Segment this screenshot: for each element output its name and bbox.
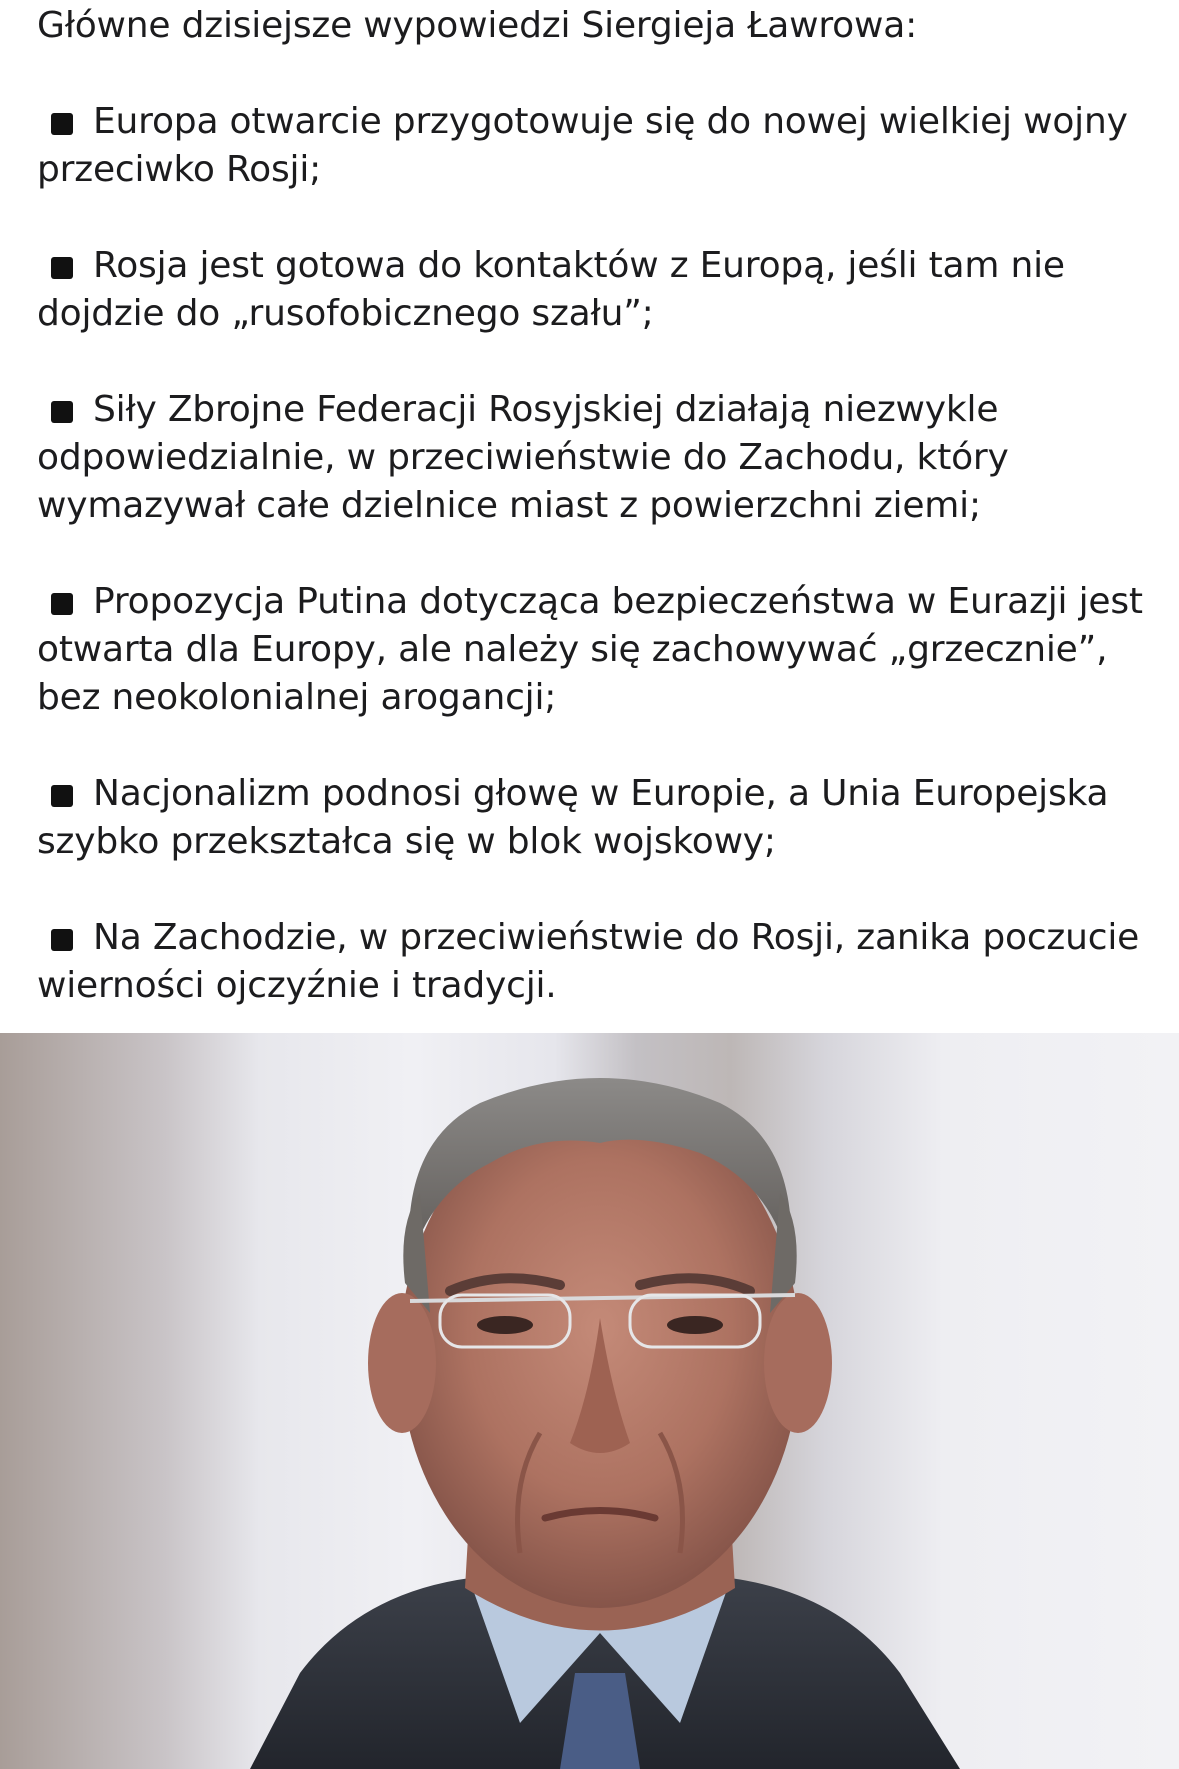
list-item xyxy=(37,914,1157,1010)
portrait-photo[interactable] xyxy=(0,1033,1179,1769)
list-item-text: Europa otwarcie przygotowuje się do nowej wielkiej wojny przeciwko Rosji; xyxy=(37,101,1128,190)
black-square-icon xyxy=(51,113,73,135)
black-square-icon xyxy=(51,593,73,615)
list-item-text: Propozycja Putina dotycząca bezpieczeństwa w Eurazji jest otwarta dla Europy, ale należy się zachowywać „grzecznie”, bez neokolonialnej arogancji; xyxy=(37,581,1143,718)
list-item xyxy=(37,770,1157,866)
list-item-text: Nacjonalizm podnosi głowę w Europie, a Unia Europejska szybko przekształca się w blok wojskowy; xyxy=(37,773,1109,862)
list-item xyxy=(37,98,1157,194)
post-text xyxy=(37,0,1157,1010)
black-square-icon xyxy=(51,929,73,951)
black-square-icon xyxy=(51,401,73,423)
list-item xyxy=(37,242,1157,338)
list-item-text: Siły Zbrojne Federacji Rosyjskiej działają niezwykle odpowiedzialnie, w przeciwieństwie do Zachodu, który wymazywał całe dzielnice miast z powierzchni ziemi; xyxy=(37,389,1009,526)
portrait-illustration xyxy=(0,1033,1179,1769)
list-item-text: Na Zachodzie, w przeciwieństwie do Rosji, zanika poczucie wierności ojczyźnie i tradycji. xyxy=(37,917,1140,1006)
black-square-icon xyxy=(51,785,73,807)
list-item xyxy=(37,386,1157,530)
list-item-text: Rosja jest gotowa do kontaktów z Europą, jeśli tam nie dojdzie do „rusofobicznego szału”; xyxy=(37,245,1065,334)
post-intro: Główne dzisiejsze wypowiedzi Siergieja Ławrowa: xyxy=(37,5,918,46)
black-square-icon xyxy=(51,257,73,279)
list-item xyxy=(37,578,1157,722)
